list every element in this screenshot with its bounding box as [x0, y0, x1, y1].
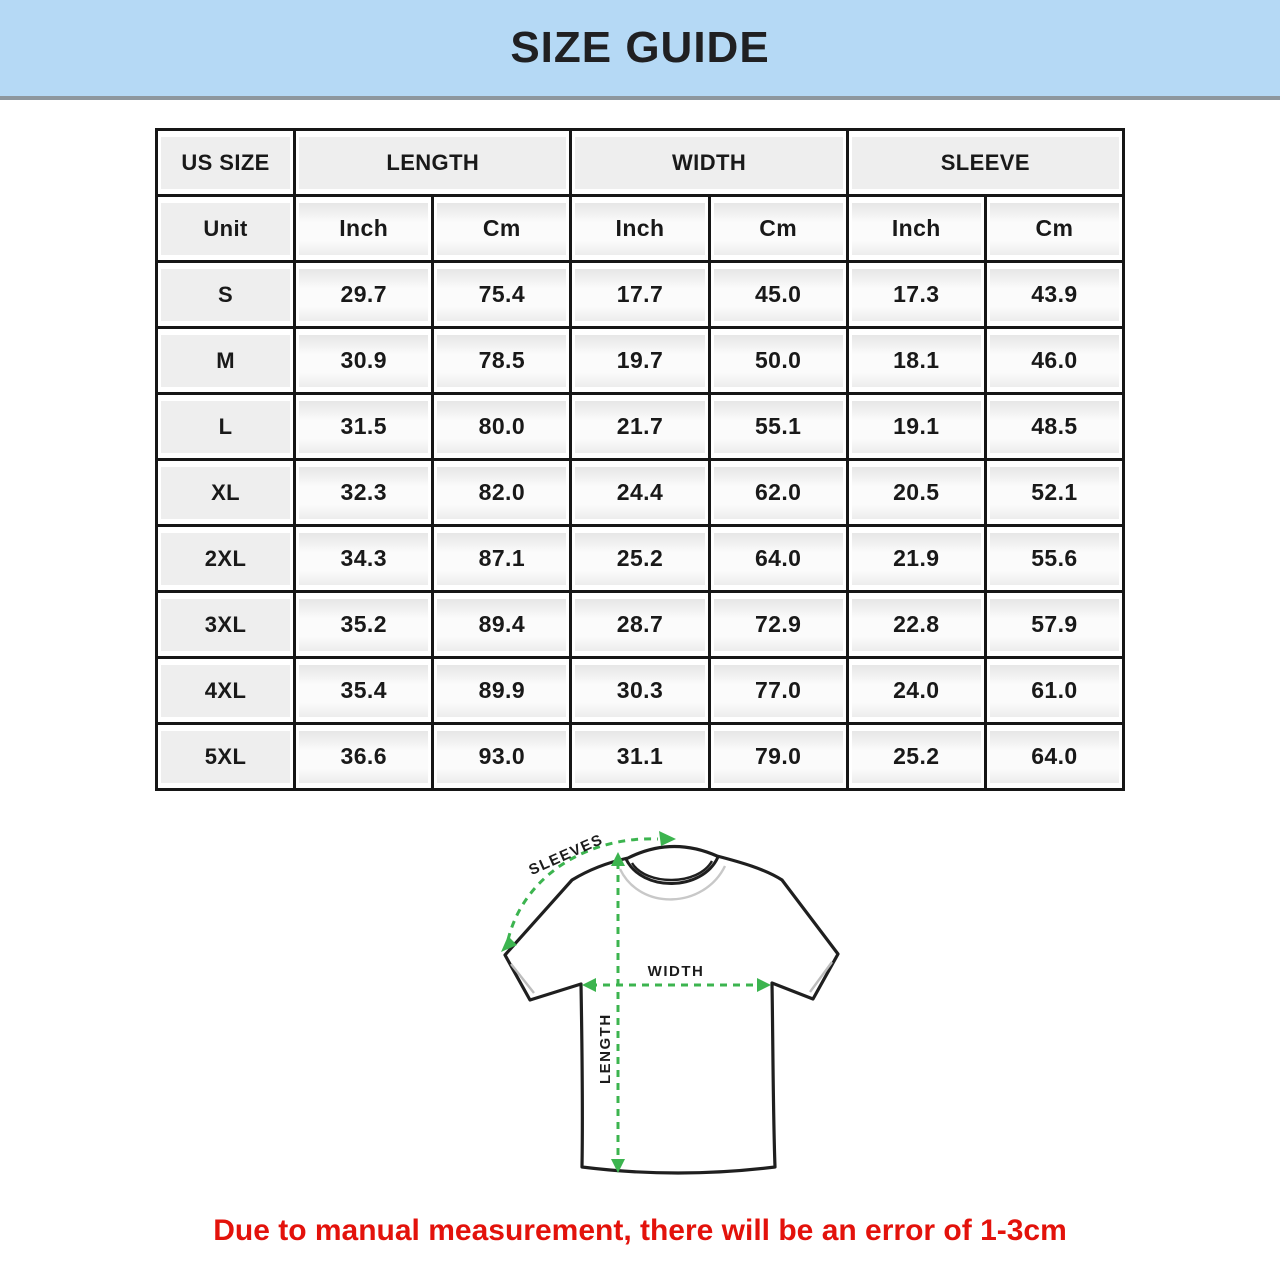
header-cell-us-size: [157, 130, 295, 196]
size-row: [157, 328, 1124, 394]
size-label-cell: [157, 724, 295, 790]
measurement-value: 25.2: [852, 731, 981, 783]
measurement-cell: [985, 460, 1123, 526]
measurement-cell: [571, 328, 709, 394]
unit-value: Inch: [852, 203, 981, 255]
measurement-cell: [295, 526, 433, 592]
measurement-value: 64.0: [714, 533, 843, 585]
measurement-value: 36.6: [299, 731, 428, 783]
sleeves-label: SLEEVES: [526, 830, 607, 879]
measurement-value: 57.9: [990, 599, 1119, 651]
width-label: WIDTH: [647, 963, 705, 980]
measurement-value: 19.7: [575, 335, 704, 387]
measurement-cell: [433, 724, 571, 790]
header-cell-sleeve: [847, 130, 1123, 196]
size-label-cell: [157, 592, 295, 658]
measurement-cell: [433, 526, 571, 592]
measurement-cell: [295, 592, 433, 658]
unit-cell: [433, 196, 571, 262]
measurement-value: 35.2: [299, 599, 428, 651]
measurement-value: 48.5: [990, 401, 1119, 453]
measurement-value: 62.0: [714, 467, 843, 519]
measurement-value: 25.2: [575, 533, 704, 585]
measurement-value: 24.0: [852, 665, 981, 717]
measurement-cell: [295, 394, 433, 460]
measurement-value: 78.5: [437, 335, 566, 387]
measurement-cell: [571, 592, 709, 658]
measurement-value: 29.7: [299, 269, 428, 321]
unit-cell: [847, 196, 985, 262]
measurement-cell: [847, 262, 985, 328]
header-cell-length: [295, 130, 571, 196]
measurement-cell: [433, 262, 571, 328]
measurement-value: 82.0: [437, 467, 566, 519]
measurement-cell: [847, 460, 985, 526]
unit-value: Cm: [437, 203, 566, 255]
group-header-row: [157, 130, 1124, 196]
measurement-cell: [985, 394, 1123, 460]
size-row: [157, 526, 1124, 592]
measurement-value: 77.0: [714, 665, 843, 717]
size-label: XL: [161, 467, 290, 519]
measurement-value: 89.4: [437, 599, 566, 651]
measurement-value: 34.3: [299, 533, 428, 585]
measurement-value: 24.4: [575, 467, 704, 519]
measurement-error-note: Due to manual measurement, there will be an error of 1-3cm: [213, 1214, 1067, 1247]
measurement-value: 79.0: [714, 731, 843, 783]
tshirt-diagram: [450, 812, 870, 1212]
measurement-cell: [571, 658, 709, 724]
size-label-cell: [157, 460, 295, 526]
unit-cell: [985, 196, 1123, 262]
unit-cell: [571, 196, 709, 262]
measurement-value: 31.5: [299, 401, 428, 453]
measurement-cell: [847, 526, 985, 592]
size-guide-banner: [0, 0, 1280, 100]
unit-value: Inch: [299, 203, 428, 255]
measurement-value: 22.8: [852, 599, 981, 651]
tshirt-outline: [505, 846, 838, 1173]
unit-label-cell: [157, 196, 295, 262]
size-label: S: [161, 269, 290, 321]
measurement-value: 30.3: [575, 665, 704, 717]
header-cell-width: [571, 130, 847, 196]
measurement-cell: [847, 658, 985, 724]
measurement-value: 64.0: [990, 731, 1119, 783]
measurement-value: 30.9: [299, 335, 428, 387]
measurement-value: 46.0: [990, 335, 1119, 387]
size-label-cell: [157, 526, 295, 592]
measurement-cell: [433, 460, 571, 526]
measurement-cell: [433, 658, 571, 724]
measurement-value: 21.7: [575, 401, 704, 453]
measurement-cell: [847, 394, 985, 460]
measurement-value: 35.4: [299, 665, 428, 717]
measurement-cell: [847, 328, 985, 394]
measurement-value: 72.9: [714, 599, 843, 651]
unit-cell: [709, 196, 847, 262]
measurement-cell: [571, 526, 709, 592]
measurement-cell: [847, 592, 985, 658]
measurement-cell: [709, 460, 847, 526]
measurement-value: 18.1: [852, 335, 981, 387]
size-label-cell: [157, 394, 295, 460]
measurement-cell: [709, 526, 847, 592]
measurement-cell: [433, 394, 571, 460]
measurement-value: 55.6: [990, 533, 1119, 585]
length-label: LENGTH: [597, 1013, 614, 1084]
measurement-cell: [985, 526, 1123, 592]
measurement-value: 55.1: [714, 401, 843, 453]
measurement-value: 45.0: [714, 269, 843, 321]
measurement-value: 52.1: [990, 467, 1119, 519]
size-label: L: [161, 401, 290, 453]
measurement-value: 17.3: [852, 269, 981, 321]
measurement-value: 28.7: [575, 599, 704, 651]
measurement-cell: [985, 592, 1123, 658]
header-label: US SIZE: [161, 137, 290, 189]
measurement-cell: [985, 724, 1123, 790]
measurement-value: 75.4: [437, 269, 566, 321]
size-row: [157, 262, 1124, 328]
measurement-cell: [709, 658, 847, 724]
measurement-cell: [709, 394, 847, 460]
unit-label: Unit: [161, 203, 290, 255]
measurement-cell: [571, 262, 709, 328]
measurement-cell: [985, 328, 1123, 394]
measurement-cell: [295, 262, 433, 328]
measurement-value: 43.9: [990, 269, 1119, 321]
size-label: M: [161, 335, 290, 387]
size-label-cell: [157, 658, 295, 724]
measurement-value: 17.7: [575, 269, 704, 321]
size-label-cell: [157, 262, 295, 328]
measurement-cell: [709, 328, 847, 394]
measurement-cell: [571, 460, 709, 526]
measurement-cell: [571, 394, 709, 460]
measurement-cell: [433, 592, 571, 658]
header-label: WIDTH: [575, 137, 842, 189]
measurement-value: 87.1: [437, 533, 566, 585]
page-title: SIZE GUIDE: [510, 23, 770, 72]
measurement-value: 19.1: [852, 401, 981, 453]
size-chart-container: [155, 128, 1125, 791]
measurement-cell: [295, 724, 433, 790]
measurement-cell: [295, 328, 433, 394]
size-label: 2XL: [161, 533, 290, 585]
unit-value: Inch: [575, 203, 704, 255]
size-row: [157, 460, 1124, 526]
size-row: [157, 592, 1124, 658]
unit-value: Cm: [990, 203, 1119, 255]
unit-value: Cm: [714, 203, 843, 255]
size-row: [157, 658, 1124, 724]
measurement-value: 80.0: [437, 401, 566, 453]
measurement-cell: [571, 724, 709, 790]
measurement-value: 32.3: [299, 467, 428, 519]
size-label: 5XL: [161, 731, 290, 783]
measurement-cell: [985, 658, 1123, 724]
header-label: LENGTH: [299, 137, 566, 189]
measurement-cell: [709, 592, 847, 658]
measurement-cell: [709, 262, 847, 328]
size-row: [157, 724, 1124, 790]
measurement-value: 61.0: [990, 665, 1119, 717]
measurement-value: 93.0: [437, 731, 566, 783]
unit-row: [157, 196, 1124, 262]
measurement-cell: [433, 328, 571, 394]
size-chart-table: [155, 128, 1125, 791]
measurement-cell: [295, 460, 433, 526]
size-label: 3XL: [161, 599, 290, 651]
measurement-value: 21.9: [852, 533, 981, 585]
unit-cell: [295, 196, 433, 262]
measurement-cell: [847, 724, 985, 790]
measurement-value: 89.9: [437, 665, 566, 717]
tshirt-diagram-svg: [450, 812, 870, 1212]
measurement-value: 31.1: [575, 731, 704, 783]
measurement-value: 20.5: [852, 467, 981, 519]
size-label: 4XL: [161, 665, 290, 717]
measurement-cell: [985, 262, 1123, 328]
size-row: [157, 394, 1124, 460]
size-label-cell: [157, 328, 295, 394]
measurement-cell: [709, 724, 847, 790]
measurement-value: 50.0: [714, 335, 843, 387]
header-label: SLEEVE: [852, 137, 1119, 189]
measurement-cell: [295, 658, 433, 724]
